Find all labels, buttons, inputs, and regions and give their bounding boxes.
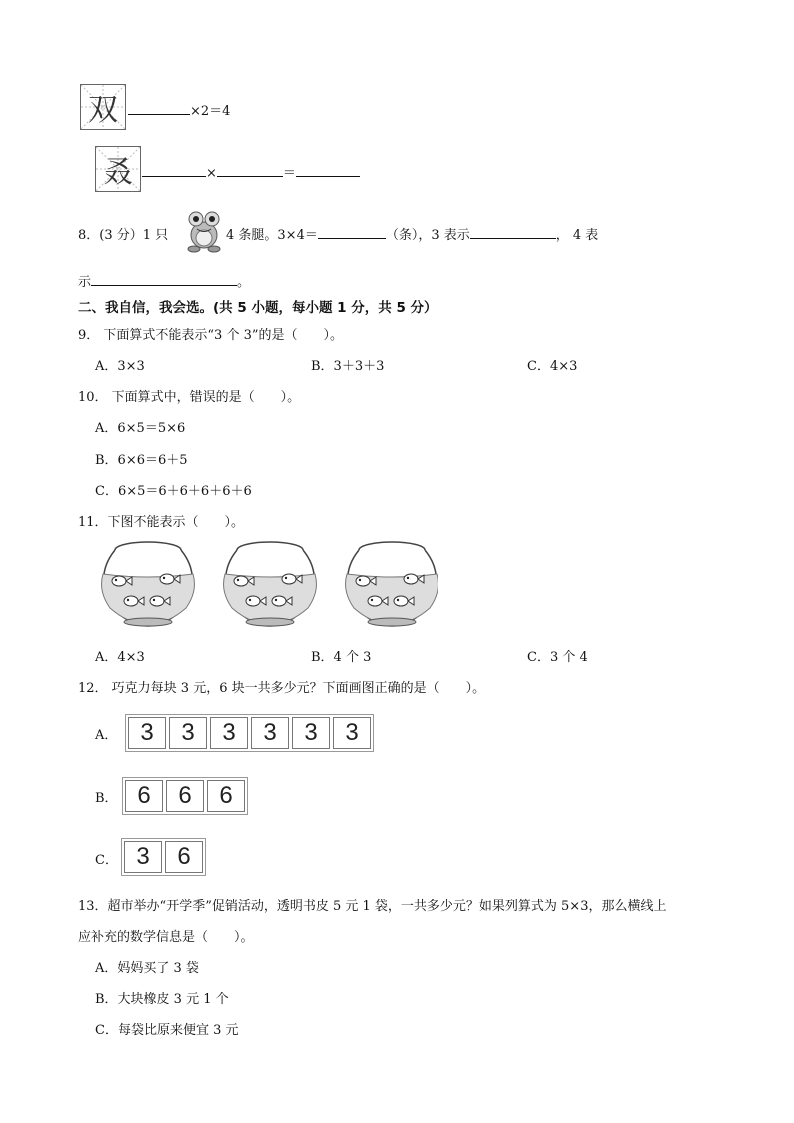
- q12-option-b-label[interactable]: B．: [95, 791, 118, 806]
- q13-stem-line1: 13．超市举办“开学季”促销活动，透明书皮 5 元 1 袋，一共多少元？如果列算式为 5×3，那么横线上: [78, 899, 667, 914]
- blank[interactable]: [296, 162, 360, 177]
- q7-line2: [142, 162, 360, 181]
- q8-line2-suffix: 。: [237, 275, 251, 290]
- q9-option-c[interactable]: C．4×3: [527, 359, 578, 374]
- section-heading: 二、我自信，我会选。(共 5 小题，每小题 1 分，共 5 分）: [78, 300, 438, 316]
- number-box: 6: [166, 780, 204, 812]
- number-box: 6: [207, 780, 245, 812]
- fishbowl-3: [346, 542, 438, 626]
- char-box-ruo: [95, 146, 141, 192]
- q8-line1: [226, 224, 598, 243]
- blank[interactable]: [470, 224, 556, 239]
- number-box: 3: [124, 841, 162, 873]
- number-box: 3: [292, 717, 330, 749]
- frog-icon: [186, 205, 222, 253]
- times-sign: ×: [206, 166, 217, 181]
- q12-stem: 12． 巧克力每块 3 元，6 块一共多少元？下面画图正确的是（ ）。: [78, 681, 486, 696]
- q10-option-b[interactable]: B．6×6＝6＋5: [95, 453, 188, 468]
- q10-stem: 10． 下面算式中，错误的是（ ）。: [78, 390, 301, 405]
- blank[interactable]: [91, 271, 237, 286]
- blank[interactable]: [318, 224, 386, 239]
- q9-stem: 9． 下面算式不能表示“3 个 3”的是（ ）。: [78, 328, 344, 343]
- q8-line2-prefix: 示: [78, 275, 92, 290]
- character-shuang: 双: [88, 93, 118, 128]
- blank[interactable]: [142, 162, 206, 177]
- number-box: 3: [210, 717, 248, 749]
- number-box: 6: [165, 841, 203, 873]
- character-ruo: 叒: [103, 155, 133, 190]
- number-box: 3: [128, 717, 166, 749]
- blank[interactable]: [128, 100, 190, 115]
- fishbowls-illustration: [98, 536, 438, 630]
- q12-option-c-label[interactable]: C．: [95, 853, 118, 868]
- q11-option-a[interactable]: A．4×3: [95, 650, 145, 665]
- char-box-shuang: [80, 84, 126, 130]
- q13-option-c[interactable]: C．每袋比原来便宜 3 元: [95, 1023, 239, 1038]
- number-box: 6: [125, 780, 163, 812]
- fishbowl-1: [102, 542, 195, 626]
- q7-line1-suffix: ×2＝4: [190, 104, 231, 119]
- q8-prefix: 8．(3 分）1 只: [78, 228, 169, 243]
- q9-option-b[interactable]: B．3＋3＋3: [311, 359, 385, 374]
- number-box: 3: [251, 717, 289, 749]
- q11-stem: 11．下图不能表示（ ）。: [78, 515, 245, 530]
- q11-option-b[interactable]: B．4 个 3: [311, 650, 372, 665]
- q12-option-a-label[interactable]: A．: [95, 728, 118, 743]
- q13-option-b[interactable]: B．大块橡皮 3 元 1 个: [95, 992, 229, 1007]
- q13-option-a[interactable]: A．妈妈买了 3 袋: [95, 961, 199, 976]
- q11-option-c[interactable]: C．3 个 4: [527, 650, 588, 665]
- q12-option-b-boxes: [122, 777, 248, 815]
- q8-after-frog: 4 条腿。3×4＝: [226, 228, 318, 243]
- q9-option-a[interactable]: A．3×3: [95, 359, 145, 374]
- q7-line1: [128, 100, 230, 119]
- q13-stem-line2: 应补充的数学信息是（ ）。: [78, 930, 254, 945]
- q8-four-means: ， 4 表: [555, 228, 599, 243]
- number-box: 3: [169, 717, 207, 749]
- q12-option-c-boxes: [121, 838, 206, 876]
- q8-line2: [78, 271, 250, 290]
- fishbowl-2: [224, 542, 317, 626]
- equals-sign: ＝: [282, 166, 296, 181]
- number-box: 3: [333, 717, 371, 749]
- q10-option-c[interactable]: C．6×5＝6＋6＋6＋6＋6: [95, 484, 252, 499]
- q10-option-a[interactable]: A．6×5＝5×6: [95, 421, 186, 436]
- q8-unit: （条），3 表示: [385, 228, 470, 243]
- blank[interactable]: [217, 162, 283, 177]
- q12-option-a-boxes: [125, 714, 374, 752]
